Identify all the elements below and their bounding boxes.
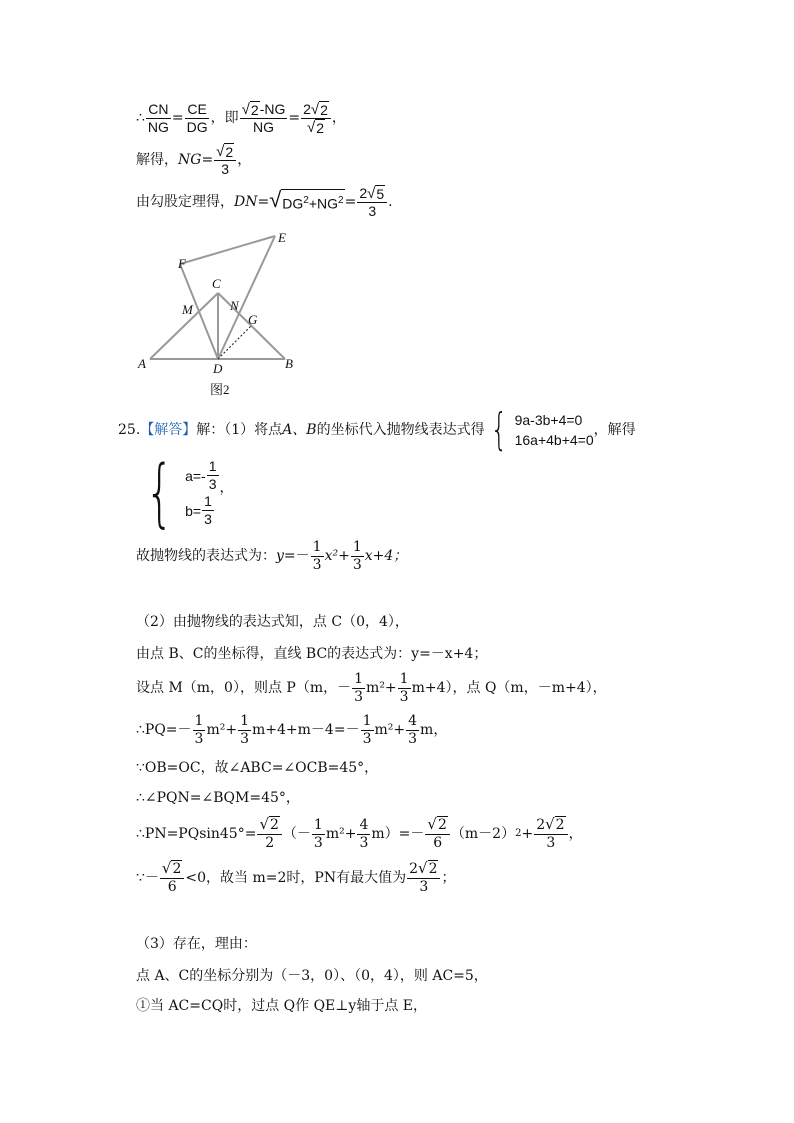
label-c: C — [212, 276, 221, 291]
fraction-sqrt2-ng: √ 2 -NG NG — [241, 100, 286, 135]
label-f: F — [178, 256, 186, 271]
figure-caption: 图2 — [210, 382, 230, 397]
q25-part3-line3: ①当 AC=CQ时，过点 Q作 QE⊥y轴于点 E， — [136, 998, 428, 1014]
q25-solution-ab: { a=- $\frac{1}{3}$ b= $\frac{1}{3}$ ， — [145, 450, 234, 536]
fraction-cn-ng: $\frac{CN}{NG}$ — [147, 100, 169, 135]
q25-part3-line2: 点 A、C的坐标分别为（－3，0）、（0，4），则 AC=5， — [136, 968, 488, 984]
label-a: A — [138, 356, 146, 371]
q25-part2-line2: 由点 B、C的坐标得，直线 BC的表达式为：y=－x+4； — [136, 646, 488, 662]
solve-ng-line: 解得， NG = √ 2 3 ， — [136, 142, 252, 177]
pythagoras-line: 由勾股定理得， DN = √ $DG^2+NG^2$ = 2 √ 5 3 . — [136, 184, 393, 219]
q25-part2-line5: ∵OB=OC，故∠ABC=∠OCB=45°， — [136, 760, 379, 776]
equation-system: 9a-3b+4=0 16a+4b+4=0 — [514, 412, 594, 448]
q25-part2-line1: （2）由抛物线的表达式知，点 C（0，4）， — [136, 614, 409, 630]
q25-part2-line3: 设点 M（m，0），则点 P（m，－ $\frac{1}{3}$ m²+ $\frac{1}{3}$ m+4），点 Q（m，－m+4）， — [136, 670, 607, 705]
label-b: B — [285, 356, 293, 371]
q25-parabola-expression: 故抛物线的表达式为： y =－ $\frac{1}{3}$ x²+ $\frac{1}{3}$ x+4； — [136, 538, 408, 573]
fraction-dn-value: 2 √ 5 3 — [357, 185, 387, 220]
q25-line1: 25. 【解答】 解：（1）将点 A、B 的坐标代入抛物线表达式得 { 9a-3b+4=0 16a+4b+4=0 ，解得 — [118, 404, 636, 455]
eq-ratio-line: ∴ $\frac{CN}{NG}$ = $\frac{CE}{DG}$ ，即 √ 2 -NG NG = 2 √ 2 √ 2 ， — [136, 100, 346, 136]
label-e: E — [278, 230, 286, 245]
label-m: M — [182, 302, 193, 317]
geometry-figure-2 — [130, 226, 310, 404]
segment-fe — [180, 236, 275, 264]
fraction-ce-dg: $\frac{CE}{DG}$ — [186, 100, 208, 135]
fraction-ng-value: √ 2 3 — [214, 143, 236, 178]
label-d: D — [213, 361, 223, 376]
q25-part2-line7: ∴PN=PQsin45°= √ 2 2 （－ $\frac{1}{3}$ m²+ $\frac{4}{3}$ m）=－ √ 2 6 （m－2） 2 + 2 √ 2 3 ， — [136, 815, 583, 851]
q25-part3-line1: （3）存在，理由： — [136, 936, 257, 952]
sqrt-dg-ng: √ $DG^2+NG^2$ — [269, 189, 344, 215]
fraction-2sqrt2-sqrt2: 2 √ 2 √ 2 — [301, 101, 331, 136]
system-brace: { — [490, 404, 507, 455]
q25-part2-line8: ∵－ √ 2 6 <0，故当 m=2时，PN有最大值为 2 √ 2 3 ； — [136, 859, 456, 895]
label-n: N — [230, 298, 239, 313]
segment-dg-dotted — [218, 325, 252, 359]
q25-part2-line6: ∴∠PQN=∠BQM=45°， — [136, 790, 300, 806]
answer-tag: 【解答】 — [140, 422, 197, 438]
label-g: G — [248, 312, 258, 327]
therefore-sign: ∴ — [136, 110, 145, 126]
q25-part2-line4: ∴PQ=－ $\frac{1}{3}$ m²+ $\frac{1}{3}$ m+4+m－4=－ $\frac{1}{3}$ m²+ $\frac{4}{3}$ m， — [136, 712, 448, 747]
